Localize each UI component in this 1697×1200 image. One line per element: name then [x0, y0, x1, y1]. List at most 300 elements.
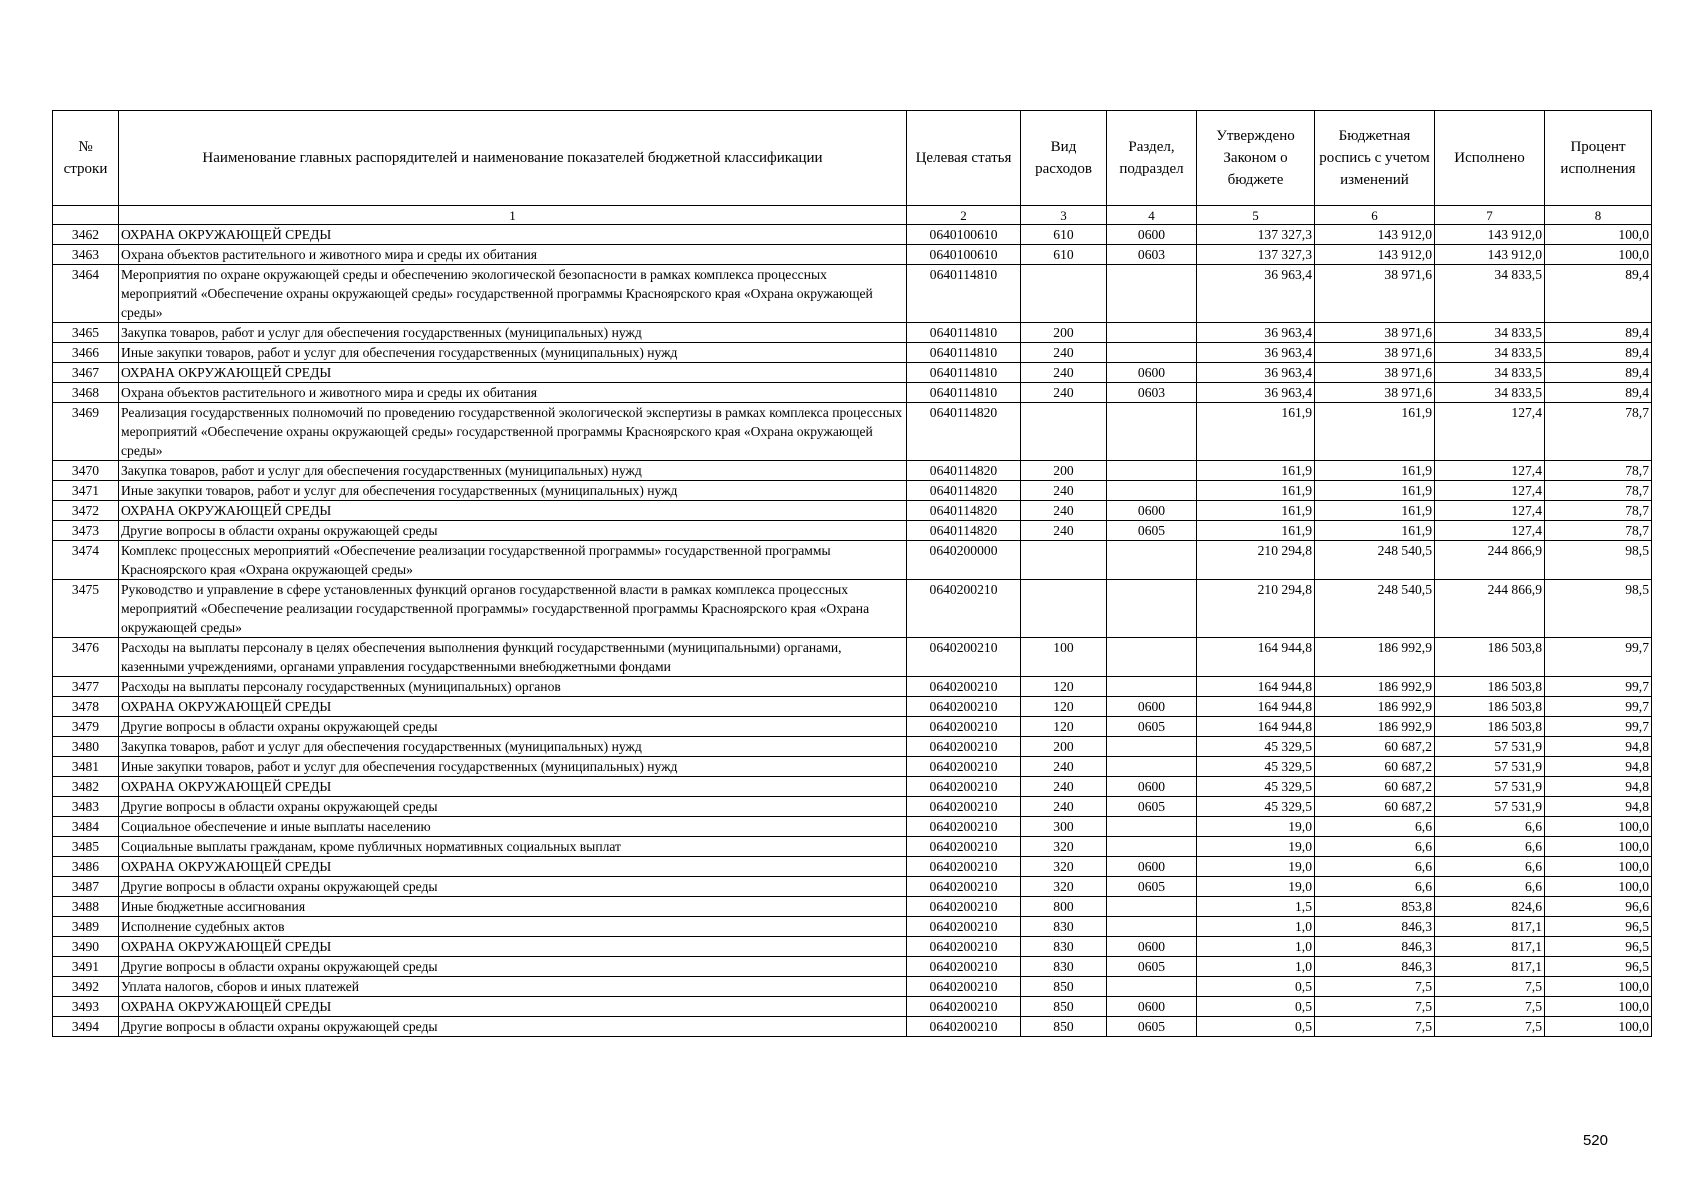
cell-name: Другие вопросы в области охраны окружающей среды: [119, 717, 907, 737]
cell-target-article: 0640200210: [907, 797, 1021, 817]
cell-row-no: 3490: [53, 937, 119, 957]
cell-section: 0600: [1107, 777, 1197, 797]
cell-target-article: 0640200210: [907, 757, 1021, 777]
column-number-blank: [53, 206, 119, 225]
cell-budget-list: 60 687,2: [1315, 777, 1435, 797]
cell-percent: 98,5: [1545, 541, 1652, 580]
table-row: [53, 957, 1652, 977]
cell-approved: 45 329,5: [1197, 797, 1315, 817]
table-row: [53, 521, 1652, 541]
table-row: [53, 501, 1652, 521]
cell-target-article: 0640200210: [907, 777, 1021, 797]
cell-row-no: 3467: [53, 363, 119, 383]
cell-approved: 161,9: [1197, 501, 1315, 521]
table-row: [53, 857, 1652, 877]
cell-name: Иные закупки товаров, работ и услуг для обеспечения государственных (муниципальных) нужд: [119, 343, 907, 363]
cell-executed: 186 503,8: [1435, 717, 1545, 737]
cell-budget-list: 846,3: [1315, 937, 1435, 957]
cell-section: 0603: [1107, 383, 1197, 403]
cell-expense-type: 120: [1021, 717, 1107, 737]
cell-section: [1107, 323, 1197, 343]
cell-budget-list: 60 687,2: [1315, 797, 1435, 817]
cell-expense-type: 300: [1021, 817, 1107, 837]
cell-budget-list: 186 992,9: [1315, 697, 1435, 717]
cell-approved: 36 963,4: [1197, 265, 1315, 323]
cell-row-no: 3468: [53, 383, 119, 403]
cell-percent: 94,8: [1545, 757, 1652, 777]
cell-executed: 143 912,0: [1435, 225, 1545, 245]
cell-budget-list: 186 992,9: [1315, 677, 1435, 697]
cell-name: ОХРАНА ОКРУЖАЮЩЕЙ СРЕДЫ: [119, 857, 907, 877]
cell-name: ОХРАНА ОКРУЖАЮЩЕЙ СРЕДЫ: [119, 501, 907, 521]
cell-expense-type: 240: [1021, 797, 1107, 817]
cell-name: Другие вопросы в области охраны окружающей среды: [119, 877, 907, 897]
cell-approved: 36 963,4: [1197, 363, 1315, 383]
cell-target-article: 0640114820: [907, 481, 1021, 501]
cell-expense-type: 200: [1021, 461, 1107, 481]
cell-target-article: 0640100610: [907, 245, 1021, 265]
cell-expense-type: 240: [1021, 777, 1107, 797]
cell-executed: 817,1: [1435, 917, 1545, 937]
cell-section: 0605: [1107, 877, 1197, 897]
table-body: [53, 225, 1652, 1037]
cell-name: Закупка товаров, работ и услуг для обеспечения государственных (муниципальных) нужд: [119, 461, 907, 481]
cell-name: ОХРАНА ОКРУЖАЮЩЕЙ СРЕДЫ: [119, 997, 907, 1017]
cell-section: 0605: [1107, 957, 1197, 977]
cell-budget-list: 186 992,9: [1315, 638, 1435, 677]
table-row: [53, 777, 1652, 797]
cell-approved: 210 294,8: [1197, 580, 1315, 638]
cell-row-no: 3480: [53, 737, 119, 757]
cell-percent: 99,7: [1545, 638, 1652, 677]
cell-target-article: 0640114810: [907, 383, 1021, 403]
cell-target-article: 0640200210: [907, 977, 1021, 997]
cell-name: Другие вопросы в области охраны окружающей среды: [119, 957, 907, 977]
cell-row-no: 3463: [53, 245, 119, 265]
table-header-row: [53, 111, 1652, 206]
cell-name: Закупка товаров, работ и услуг для обеспечения государственных (муниципальных) нужд: [119, 323, 907, 343]
cell-executed: 127,4: [1435, 501, 1545, 521]
cell-executed: 34 833,5: [1435, 383, 1545, 403]
cell-name: Уплата налогов, сборов и иных платежей: [119, 977, 907, 997]
cell-expense-type: 240: [1021, 481, 1107, 501]
cell-expense-type: 610: [1021, 225, 1107, 245]
cell-expense-type: 200: [1021, 323, 1107, 343]
cell-target-article: 0640200210: [907, 817, 1021, 837]
cell-percent: 100,0: [1545, 245, 1652, 265]
cell-section: 0605: [1107, 797, 1197, 817]
cell-percent: 78,7: [1545, 521, 1652, 541]
table-row: [53, 461, 1652, 481]
cell-expense-type: 320: [1021, 857, 1107, 877]
cell-approved: 210 294,8: [1197, 541, 1315, 580]
cell-name: Иные закупки товаров, работ и услуг для обеспечения государственных (муниципальных) нужд: [119, 481, 907, 501]
cell-row-no: 3473: [53, 521, 119, 541]
cell-expense-type: 100: [1021, 638, 1107, 677]
table-row: [53, 917, 1652, 937]
cell-name: Охрана объектов растительного и животного мира и среды их обитания: [119, 245, 907, 265]
cell-row-no: 3481: [53, 757, 119, 777]
cell-row-no: 3491: [53, 957, 119, 977]
cell-percent: 99,7: [1545, 677, 1652, 697]
cell-percent: 100,0: [1545, 1017, 1652, 1037]
cell-budget-list: 161,9: [1315, 501, 1435, 521]
table-row: [53, 1017, 1652, 1037]
cell-section: 0600: [1107, 363, 1197, 383]
table-row: [53, 541, 1652, 580]
cell-row-no: 3493: [53, 997, 119, 1017]
cell-section: [1107, 757, 1197, 777]
cell-row-no: 3478: [53, 697, 119, 717]
cell-budget-list: 161,9: [1315, 521, 1435, 541]
cell-name: ОХРАНА ОКРУЖАЮЩЕЙ СРЕДЫ: [119, 697, 907, 717]
page-number: 520: [1582, 1132, 1608, 1149]
cell-target-article: 0640114820: [907, 403, 1021, 461]
cell-target-article: 0640114820: [907, 461, 1021, 481]
cell-name: Другие вопросы в области охраны окружающей среды: [119, 797, 907, 817]
cell-executed: 6,6: [1435, 857, 1545, 877]
cell-percent: 100,0: [1545, 857, 1652, 877]
column-number: 1: [119, 206, 907, 225]
cell-budget-list: 143 912,0: [1315, 245, 1435, 265]
budget-execution-table: [52, 110, 1652, 1037]
cell-percent: 78,7: [1545, 481, 1652, 501]
cell-approved: 0,5: [1197, 1017, 1315, 1037]
cell-executed: 244 866,9: [1435, 541, 1545, 580]
cell-section: 0605: [1107, 717, 1197, 737]
cell-section: [1107, 580, 1197, 638]
cell-approved: 36 963,4: [1197, 343, 1315, 363]
cell-percent: 89,4: [1545, 265, 1652, 323]
cell-percent: 78,7: [1545, 501, 1652, 521]
cell-executed: 186 503,8: [1435, 677, 1545, 697]
cell-section: 0600: [1107, 857, 1197, 877]
cell-percent: 96,5: [1545, 937, 1652, 957]
cell-expense-type: 610: [1021, 245, 1107, 265]
table-row: [53, 817, 1652, 837]
cell-target-article: 0640200210: [907, 677, 1021, 697]
cell-target-article: 0640200210: [907, 897, 1021, 917]
header-expense-type: Вид расходов: [1021, 111, 1107, 206]
cell-executed: 824,6: [1435, 897, 1545, 917]
cell-target-article: 0640200210: [907, 957, 1021, 977]
cell-row-no: 3483: [53, 797, 119, 817]
cell-expense-type: 850: [1021, 1017, 1107, 1037]
cell-budget-list: 38 971,6: [1315, 323, 1435, 343]
cell-approved: 137 327,3: [1197, 225, 1315, 245]
cell-approved: 36 963,4: [1197, 383, 1315, 403]
cell-budget-list: 846,3: [1315, 917, 1435, 937]
cell-approved: 45 329,5: [1197, 757, 1315, 777]
table-row: [53, 797, 1652, 817]
cell-target-article: 0640200210: [907, 937, 1021, 957]
cell-percent: 94,8: [1545, 797, 1652, 817]
table-row: [53, 837, 1652, 857]
cell-approved: 161,9: [1197, 461, 1315, 481]
cell-executed: 817,1: [1435, 957, 1545, 977]
header-percent: Процент исполнения: [1545, 111, 1652, 206]
cell-row-no: 3475: [53, 580, 119, 638]
cell-approved: 164 944,8: [1197, 717, 1315, 737]
cell-target-article: 0640200210: [907, 877, 1021, 897]
cell-budget-list: 248 540,5: [1315, 580, 1435, 638]
cell-budget-list: 161,9: [1315, 461, 1435, 481]
cell-row-no: 3474: [53, 541, 119, 580]
column-number: 4: [1107, 206, 1197, 225]
cell-expense-type: 800: [1021, 897, 1107, 917]
cell-approved: 1,0: [1197, 937, 1315, 957]
cell-budget-list: 186 992,9: [1315, 717, 1435, 737]
cell-approved: 45 329,5: [1197, 777, 1315, 797]
cell-executed: 57 531,9: [1435, 797, 1545, 817]
cell-target-article: 0640200000: [907, 541, 1021, 580]
cell-budget-list: 6,6: [1315, 877, 1435, 897]
cell-name: Другие вопросы в области охраны окружающей среды: [119, 521, 907, 541]
cell-row-no: 3472: [53, 501, 119, 521]
cell-row-no: 3470: [53, 461, 119, 481]
table-row: [53, 977, 1652, 997]
cell-section: [1107, 677, 1197, 697]
cell-approved: 164 944,8: [1197, 677, 1315, 697]
cell-percent: 78,7: [1545, 403, 1652, 461]
cell-target-article: 0640200210: [907, 1017, 1021, 1037]
cell-executed: 34 833,5: [1435, 343, 1545, 363]
cell-approved: 1,5: [1197, 897, 1315, 917]
cell-budget-list: 248 540,5: [1315, 541, 1435, 580]
cell-row-no: 3477: [53, 677, 119, 697]
cell-row-no: 3485: [53, 837, 119, 857]
table-row: [53, 363, 1652, 383]
cell-name: Социальные выплаты гражданам, кроме публичных нормативных социальных выплат: [119, 837, 907, 857]
header-name: Наименование главных распорядителей и наименование показателей бюджетной классификации: [119, 111, 907, 206]
cell-expense-type: [1021, 580, 1107, 638]
cell-section: [1107, 541, 1197, 580]
table-row: [53, 737, 1652, 757]
cell-percent: 100,0: [1545, 877, 1652, 897]
cell-budget-list: 143 912,0: [1315, 225, 1435, 245]
cell-target-article: 0640200210: [907, 857, 1021, 877]
table-row: [53, 717, 1652, 737]
cell-approved: 164 944,8: [1197, 638, 1315, 677]
table-row: [53, 897, 1652, 917]
cell-expense-type: 850: [1021, 977, 1107, 997]
cell-approved: 19,0: [1197, 837, 1315, 857]
cell-executed: 186 503,8: [1435, 638, 1545, 677]
table-row: [53, 997, 1652, 1017]
cell-budget-list: 6,6: [1315, 857, 1435, 877]
cell-expense-type: 240: [1021, 383, 1107, 403]
cell-section: [1107, 917, 1197, 937]
cell-budget-list: 38 971,6: [1315, 383, 1435, 403]
cell-percent: 89,4: [1545, 343, 1652, 363]
cell-name: Иные закупки товаров, работ и услуг для обеспечения государственных (муниципальных) нужд: [119, 757, 907, 777]
cell-name: Реализация государственных полномочий по проведению государственной экологической экспертизы в рамках комплекса процессных мероприятий «Обеспечение охраны окружающей среды» государственной программы Красноярского края «Охрана окружающей среды»: [119, 403, 907, 461]
cell-section: [1107, 737, 1197, 757]
cell-expense-type: 830: [1021, 937, 1107, 957]
cell-section: 0605: [1107, 521, 1197, 541]
cell-name: ОХРАНА ОКРУЖАЮЩЕЙ СРЕДЫ: [119, 225, 907, 245]
cell-expense-type: [1021, 541, 1107, 580]
cell-target-article: 0640114810: [907, 363, 1021, 383]
header-budget-list: Бюджетная роспись с учетом изменений: [1315, 111, 1435, 206]
cell-expense-type: 830: [1021, 917, 1107, 937]
cell-name: Комплекс процессных мероприятий «Обеспечение реализации государственной программы» государственной программы Красноярского края «Охрана окружающей среды»: [119, 541, 907, 580]
cell-row-no: 3486: [53, 857, 119, 877]
header-approved: Утверждено Законом о бюджете: [1197, 111, 1315, 206]
cell-approved: 1,0: [1197, 917, 1315, 937]
cell-budget-list: 7,5: [1315, 997, 1435, 1017]
column-number: 3: [1021, 206, 1107, 225]
cell-percent: 89,4: [1545, 323, 1652, 343]
cell-approved: 0,5: [1197, 997, 1315, 1017]
table-row: [53, 323, 1652, 343]
cell-expense-type: 320: [1021, 877, 1107, 897]
cell-target-article: 0640200210: [907, 717, 1021, 737]
cell-section: [1107, 343, 1197, 363]
table-row: [53, 757, 1652, 777]
cell-row-no: 3494: [53, 1017, 119, 1037]
cell-executed: 127,4: [1435, 521, 1545, 541]
cell-target-article: 0640200210: [907, 917, 1021, 937]
cell-target-article: 0640200210: [907, 580, 1021, 638]
cell-target-article: 0640114820: [907, 521, 1021, 541]
cell-section: [1107, 638, 1197, 677]
cell-expense-type: 240: [1021, 757, 1107, 777]
cell-executed: 7,5: [1435, 997, 1545, 1017]
column-number: 6: [1315, 206, 1435, 225]
cell-approved: 0,5: [1197, 977, 1315, 997]
table-row: [53, 937, 1652, 957]
cell-approved: 1,0: [1197, 957, 1315, 977]
cell-row-no: 3487: [53, 877, 119, 897]
cell-row-no: 3492: [53, 977, 119, 997]
cell-row-no: 3464: [53, 265, 119, 323]
table-row: [53, 481, 1652, 501]
cell-name: Исполнение судебных актов: [119, 917, 907, 937]
cell-percent: 96,5: [1545, 957, 1652, 977]
cell-executed: 34 833,5: [1435, 363, 1545, 383]
cell-approved: 161,9: [1197, 403, 1315, 461]
table-row: [53, 265, 1652, 323]
cell-section: 0600: [1107, 997, 1197, 1017]
table-row: [53, 877, 1652, 897]
cell-approved: 19,0: [1197, 817, 1315, 837]
column-number: 5: [1197, 206, 1315, 225]
cell-budget-list: 6,6: [1315, 837, 1435, 857]
header-target-article: Целевая статья: [907, 111, 1021, 206]
cell-name: Руководство и управление в сфере установленных функций органов государственной власти в рамках комплекса процессных мероприятий «Обеспечение реализации государственной программы» государственной программы Красноярского края «Охрана окружающей среды»: [119, 580, 907, 638]
cell-target-article: 0640200210: [907, 737, 1021, 757]
cell-approved: 137 327,3: [1197, 245, 1315, 265]
table-row: [53, 245, 1652, 265]
cell-percent: 96,5: [1545, 917, 1652, 937]
cell-name: Мероприятия по охране окружающей среды и обеспечению экологической безопасности в рамках комплекса процессных мероприятий «Обеспечение охраны окружающей среды» государственной программы Красноярского края «Охрана окружающей среды»: [119, 265, 907, 323]
cell-approved: 161,9: [1197, 521, 1315, 541]
cell-expense-type: [1021, 403, 1107, 461]
cell-percent: 100,0: [1545, 225, 1652, 245]
table-row: [53, 225, 1652, 245]
cell-section: 0605: [1107, 1017, 1197, 1037]
cell-section: [1107, 977, 1197, 997]
cell-executed: 6,6: [1435, 877, 1545, 897]
cell-name: Расходы на выплаты персоналу в целях обеспечения выполнения функций государственными (муниципальными) органами, казенными учреждениями, органами управления государственными внебюджетными фондами: [119, 638, 907, 677]
cell-executed: 127,4: [1435, 461, 1545, 481]
table-row: [53, 383, 1652, 403]
header-section: Раздел, подраздел: [1107, 111, 1197, 206]
cell-name: Закупка товаров, работ и услуг для обеспечения государственных (муниципальных) нужд: [119, 737, 907, 757]
cell-name: Другие вопросы в области охраны окружающей среды: [119, 1017, 907, 1037]
cell-percent: 100,0: [1545, 977, 1652, 997]
cell-budget-list: 161,9: [1315, 481, 1435, 501]
cell-expense-type: 120: [1021, 677, 1107, 697]
table-row: [53, 343, 1652, 363]
cell-budget-list: 38 971,6: [1315, 343, 1435, 363]
cell-approved: 161,9: [1197, 481, 1315, 501]
cell-executed: 143 912,0: [1435, 245, 1545, 265]
cell-target-article: 0640114810: [907, 323, 1021, 343]
cell-executed: 817,1: [1435, 937, 1545, 957]
cell-row-no: 3462: [53, 225, 119, 245]
cell-row-no: 3476: [53, 638, 119, 677]
cell-budget-list: 853,8: [1315, 897, 1435, 917]
table-row: [53, 580, 1652, 638]
cell-target-article: 0640100610: [907, 225, 1021, 245]
table-row: [53, 638, 1652, 677]
cell-approved: 164 944,8: [1197, 697, 1315, 717]
cell-expense-type: 240: [1021, 343, 1107, 363]
cell-budget-list: 7,5: [1315, 1017, 1435, 1037]
cell-executed: 6,6: [1435, 817, 1545, 837]
cell-target-article: 0640114810: [907, 343, 1021, 363]
cell-percent: 89,4: [1545, 363, 1652, 383]
cell-expense-type: 240: [1021, 521, 1107, 541]
cell-executed: 7,5: [1435, 977, 1545, 997]
cell-section: 0600: [1107, 697, 1197, 717]
cell-target-article: 0640114820: [907, 501, 1021, 521]
cell-approved: 19,0: [1197, 877, 1315, 897]
cell-name: Социальное обеспечение и иные выплаты населению: [119, 817, 907, 837]
cell-name: Иные бюджетные ассигнования: [119, 897, 907, 917]
cell-expense-type: 830: [1021, 957, 1107, 977]
cell-section: [1107, 461, 1197, 481]
cell-executed: 7,5: [1435, 1017, 1545, 1037]
column-number-row: [53, 206, 1652, 225]
cell-percent: 94,8: [1545, 737, 1652, 757]
column-number: 2: [907, 206, 1021, 225]
table-row: [53, 697, 1652, 717]
cell-executed: 57 531,9: [1435, 757, 1545, 777]
column-number: 7: [1435, 206, 1545, 225]
cell-budget-list: 38 971,6: [1315, 363, 1435, 383]
cell-name: ОХРАНА ОКРУЖАЮЩЕЙ СРЕДЫ: [119, 937, 907, 957]
cell-percent: 96,6: [1545, 897, 1652, 917]
cell-row-no: 3488: [53, 897, 119, 917]
cell-budget-list: 846,3: [1315, 957, 1435, 977]
header-executed: Исполнено: [1435, 111, 1545, 206]
cell-percent: 98,5: [1545, 580, 1652, 638]
cell-approved: 19,0: [1197, 857, 1315, 877]
cell-budget-list: 38 971,6: [1315, 265, 1435, 323]
cell-expense-type: 240: [1021, 501, 1107, 521]
cell-budget-list: 7,5: [1315, 977, 1435, 997]
header-row-no: № строки: [53, 111, 119, 206]
cell-row-no: 3469: [53, 403, 119, 461]
cell-executed: 57 531,9: [1435, 737, 1545, 757]
cell-budget-list: 60 687,2: [1315, 757, 1435, 777]
cell-row-no: 3484: [53, 817, 119, 837]
cell-percent: 100,0: [1545, 997, 1652, 1017]
cell-row-no: 3466: [53, 343, 119, 363]
